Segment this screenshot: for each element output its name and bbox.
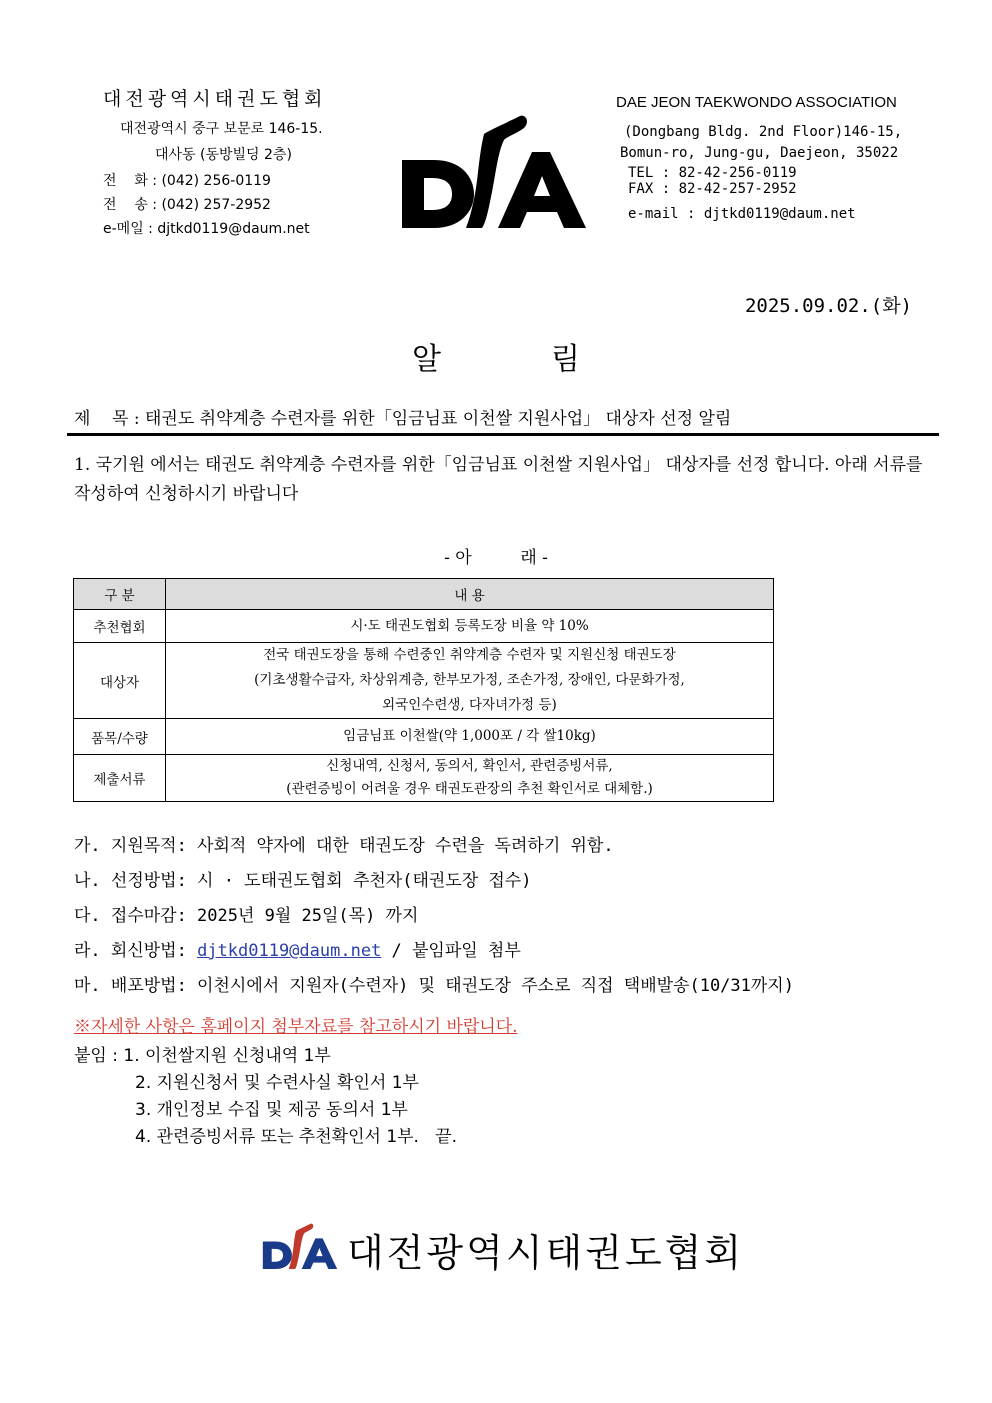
- detail-reply: [74, 937, 794, 972]
- notice-note: ※자세한 사항은 홈페이지 첨부자료를 참고하시기 바랍니다.: [74, 1017, 518, 1037]
- footer-org-name: 대전광역시태권도협회: [347, 1231, 745, 1275]
- title-char-right: 림: [551, 342, 580, 377]
- kr-email: e-메일 : djtkd0119@daum.net: [103, 221, 310, 237]
- kr-fax: 전 송 : (042) 257-2952: [103, 197, 271, 213]
- attachment-item: 2. 지원신청서 및 수련사실 확인서 1부: [135, 1073, 419, 1093]
- subject-divider: [67, 433, 939, 436]
- kr-address-line-2: 대사동 (동방빌딩 2층): [155, 147, 292, 163]
- detail-purpose: 가. 지원목적: 사회적 약자에 대한 태권도장 수련을 독려하기 위함.: [74, 836, 614, 856]
- table-row: [74, 719, 774, 755]
- en-address-line-2: Bomun-ro, Jung-gu, Daejeon, 35022: [620, 145, 899, 161]
- document-date: 2025.09.02.(화): [744, 295, 912, 317]
- table-cell-key: 제출서류: [74, 755, 166, 802]
- table-cell-value: [166, 643, 774, 719]
- table-header-category: 구 분: [74, 579, 166, 610]
- table-cell-value: 임금님표 이천쌀(약 1,000포 / 각 쌀10kg): [166, 719, 774, 755]
- table-cell-line: 외국인수련생, 다자녀가정 등): [382, 697, 557, 713]
- document-title: [0, 334, 992, 378]
- details-list: [74, 832, 794, 1007]
- notice-heading: - 아 래 -: [444, 548, 548, 568]
- detail-delivery: 마. 배포방법: 이천시에서 지원자(수련자) 및 태권도장 주소로 직접 택배발송(10/31까지): [74, 976, 794, 996]
- en-tel: TEL : 82-42-256-0119: [628, 165, 797, 181]
- detail-reply-prefix: 라. 회신방법:: [74, 941, 198, 961]
- table-cell-line: 전국 태권도장을 통해 수련중인 취약계층 수련자 및 지원신청 태권도장: [263, 647, 676, 663]
- dta-logo: [400, 112, 588, 230]
- table-header-content: 내 용: [166, 579, 774, 610]
- table-cell-value: 시·도 태권도협회 등록도장 비율 약 10%: [166, 610, 774, 643]
- table-cell-line: (관련증빙이 어려울 경우 태권도관장의 추천 확인서로 대체함.): [286, 781, 653, 797]
- attachment-item: 4. 관련증빙서류 또는 추천확인서 1부. 끝.: [135, 1127, 457, 1147]
- table-cell-line: 신청내역, 신청서, 동의서, 확인서, 관련증빙서류,: [326, 758, 613, 774]
- en-email: e-mail : djtkd0119@daum.net: [628, 206, 856, 222]
- table-cell-value: [166, 755, 774, 802]
- table-cell-key: 대상자: [74, 643, 166, 719]
- subject-line: 제 목 : 태권도 취약계층 수련자를 위한「임금님표 이천쌀 지원사업」 대상자 선정 알림: [74, 409, 732, 429]
- table-cell-key: 품목/수량: [74, 719, 166, 755]
- info-table: [73, 578, 774, 802]
- attachment-item: 붙임 : 1. 이천쌀지원 신청내역 1부: [74, 1046, 331, 1066]
- kr-address-line-1: 대전광역시 중구 보문로 146-15.: [120, 121, 323, 137]
- title-char-left: 알: [412, 342, 441, 377]
- en-org-name: DAE JEON TAEKWONDO ASSOCIATION: [616, 94, 897, 111]
- table-row: [74, 610, 774, 643]
- kr-phone: 전 화 : (042) 256-0119: [103, 173, 271, 189]
- en-address-line-1: (Dongbang Bldg. 2nd Floor)146-15,: [624, 124, 903, 140]
- table-row: [74, 755, 774, 802]
- table-row: [74, 643, 774, 719]
- body-paragraph: 1. 국기원 에서는 태권도 취약계층 수련자를 위한「임금님표 이천쌀 지원사업」 대상자를 선정 합니다. 아래 서류를 작성하여 신청하시기 바랍니다: [74, 455, 923, 504]
- table-header-row: [74, 579, 774, 610]
- detail-deadline: 다. 접수마감: 2025년 9월 25일(목) 까지: [74, 906, 419, 926]
- footer-logo-icon: [262, 1222, 338, 1270]
- dta-logo-icon: [400, 112, 588, 230]
- kr-org-name: 대전광역시태권도협회: [103, 88, 327, 110]
- attachment-item: 3. 개인정보 수집 및 제공 동의서 1부: [135, 1100, 408, 1120]
- reply-email-link[interactable]: djtkd0119@daum.net: [197, 941, 382, 961]
- detail-selection: 나. 선정방법: 시 · 도태권도협회 추천자(태권도장 접수): [74, 871, 532, 891]
- table-cell-line: (기초생활수급자, 차상위계층, 한부모가정, 조손가정, 장애인, 다문화가정,: [254, 672, 685, 688]
- en-fax: FAX : 82-42-257-2952: [628, 181, 797, 197]
- table-cell-key: 추천협회: [74, 610, 166, 643]
- attachments-list: [74, 1043, 457, 1151]
- detail-reply-suffix: / 붙임파일 첨부: [381, 941, 521, 961]
